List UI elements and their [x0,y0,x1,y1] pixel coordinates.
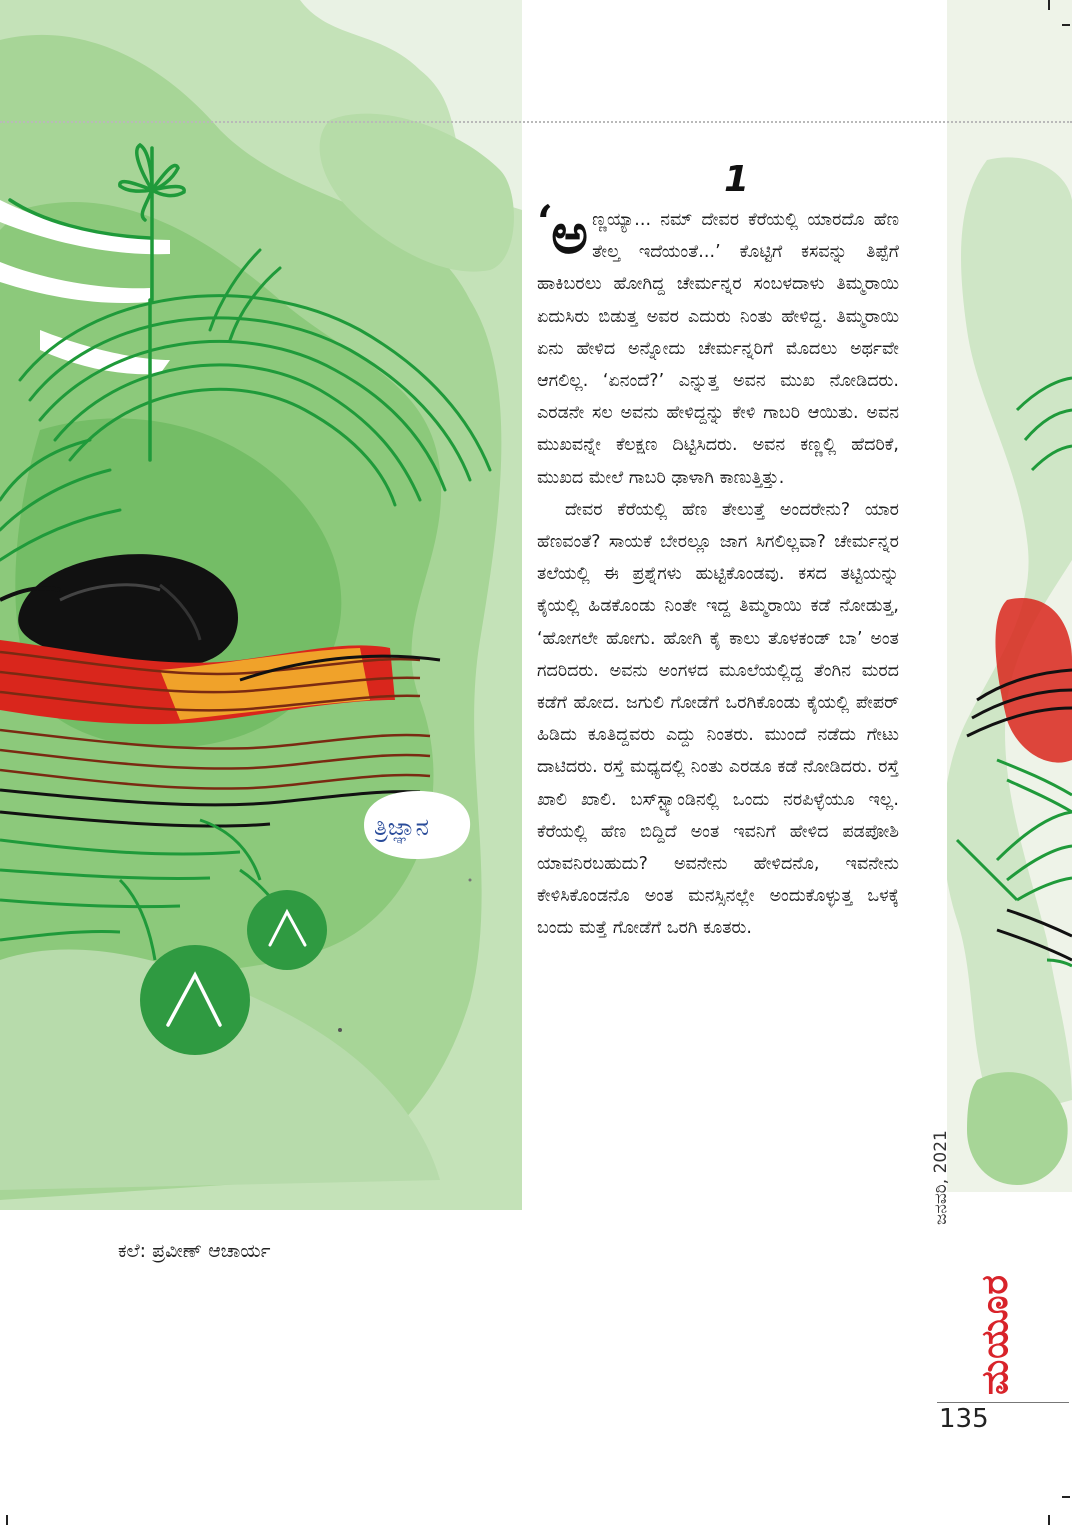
side-art-strip [937,0,1072,1192]
crop-mark-bottom-right [1048,1515,1050,1525]
crop-mark-bottom-left [6,1515,8,1525]
chapter-number: 1 [723,159,749,200]
artist-signature [356,785,476,863]
illustration-artwork [0,0,522,1210]
crop-mark-right-lower [1062,1496,1070,1498]
signature-text: ತ್ರಿಜ್ಞಾನ [374,813,430,841]
paragraph-2: ದೇವರ ಕೆರೆಯಲ್ಲಿ ಹೆಣ ತೇಲುತ್ತೆ ಅಂದರೇನು? ಯಾರ ಹೆಣವಂತೆ? ಸಾಯಕೆ ಬೇರಲ್ಲೂ ಜಾಗ ಸಿಗಲಿಲ್ಲವಾ? ಚೇರ್ಮನ್ನರ ತಲೆಯಲ್ಲಿ ಈ ಪ್ರಶ್ನೆಗಳು ಹುಟ್ಟಿಕೊಂಡವು. ಕಸದ ತಟ್ಟಿಯನ್ನು ಕೈಯಲ್ಲಿ ಹಿಡಕೊಂಡು ನಿಂತೇ ಇದ್ದ ತಿಮ್ಮರಾಯಿ ಕಡೆ ನೋಡುತ್ತ, ‘ಹೋಗಲೇ ಹೋಗು. ಹೋಗಿ ಕೈ ಕಾಲು ತೊಳಕಂಡ್ ಬಾ’ ಅಂತ ಗದರಿದರು. ಅವನು ಅಂಗಳದ ಮೂಲೆಯಲ್ಲಿದ್ದ ತೆಂಗಿನ ಮರದ ಕಡೆಗೆ ಹೋದ. ಜಗುಲಿ ಗೋಡೆಗೆ ಒರಗಿಕೊಂಡು ಕೈಯಲ್ಲಿ ಪೇಪರ್ ಹಿಡಿದು ಕೂತಿದ್ದವರು ಎದ್ದು ನಿಂತರು. ಮುಂದೆ ನಡೆದು ಗೇಟು ದಾಟಿದರು. ರಸ್ತೆ ಮಧ್ಯದಲ್ಲಿ ನಿಂತು ಎರಡೂ ಕಡೆ ನೋಡಿದರು. ರಸ್ತೆ ಖಾಲಿ ಖಾಲಿ. ಬಸ್‌ಸ್ಟ್ಯಾಂಡಿನಲ್ಲಿ ಒಂದು ನರಪಿಳ್ಳೆಯೂ ಇಲ್ಲ. ಕೆರೆಯಲ್ಲಿ ಹೆಣ ಬಿದ್ದಿದೆ ಅಂತ ಇವನಿಗೆ ಹೇಳಿದ ಪಡಪೋಶಿ ಯಾವನಿರಬಹುದು? ಅವನೇನು ಹೇಳಿದನೊ, ಇವನೇನು ಕೇಳಿಸಿಕೊಂಡನೊ ಅಂತ ಮನಸ್ಸಿನಲ್ಲೇ ಅಂದುಕೊಳ್ಳುತ್ತ ಒಳಕ್ಕೆ ಬಂದು ಮತ್ತೆ ಗೋಡೆಗೆ ಒರಗಿ ಕೂತರು. [537,499,899,939]
crop-mark-top-right [1048,0,1050,10]
illustration-credit: ಕಲೆ: ಪ್ರವೀಣ್ ಆಚಾರ್ಯ [118,1240,271,1262]
story-illustration [0,0,522,1210]
magazine-logo: ಮಯೂರ [973,1274,1016,1395]
drop-cap-letter: ಅ [551,202,589,267]
paragraph-1 [537,195,899,494]
opening-quote: ‘ [537,195,554,249]
dotted-divider [0,121,1072,123]
issue-date: ಜನವರಿ, 2021 [931,1130,951,1225]
crop-mark-right-upper [1062,24,1070,26]
page-number-rule [937,1402,1069,1403]
paragraph-1-text: ಣ್ಣಯ್ಯಾ... ನಮ್ ದೇವರ ಕೆರೆಯಲ್ಲಿ ಯಾರದೊ ಹೆಣ ತೇಲ್ತ ಇದೆಯಂತೆ...’ ಕೊಟ್ಟಿಗೆ ಕಸವನ್ನು ತಿಪ್ಪೆಗೆ ಹಾಕಿಬರಲು ಹೋಗಿದ್ದ ಚೇರ್ಮನ್ನರ ಸಂಬಳದಾಳು ತಿಮ್ಮರಾಯಿ ಏದುಸಿರು ಬಿಡುತ್ತ ಅವರ ಎದುರು ನಿಂತು ಹೇಳಿದ್ದ. ತಿಮ್ಮರಾಯಿ ಏನು ಹೇಳಿದ ಅನ್ನೋದು ಚೇರ್ಮನ್ನರಿಗೆ ಮೊದಲು ಅರ್ಥವೇ ಆಗಲಿಲ್ಲ. ‘ಏನಂದೆ?’ ಎನ್ನುತ್ತ ಅವನ ಮುಖ ನೋಡಿದರು. ಎರಡನೇ ಸಲ ಅವನು ಹೇಳಿದ್ದನ್ನು ಕೇಳಿ ಗಾಬರಿ ಆಯಿತು. ಅವನ ಮುಖವನ್ನೇ ಕೆಲಕ್ಷಣ ದಿಟ್ಟಿಸಿದರು. ಅವನ ಕಣ್ಣಲ್ಲಿ ಹೆದರಿಕೆ, ಮುಖದ ಮೇಲೆ ಗಾಬರಿ ಢಾಳಾಗಿ ಕಾಣುತ್ತಿತ್ತು. [537,210,899,488]
page-number: 135 [939,1404,989,1434]
drop-cap [537,195,589,267]
article-body [537,160,899,945]
